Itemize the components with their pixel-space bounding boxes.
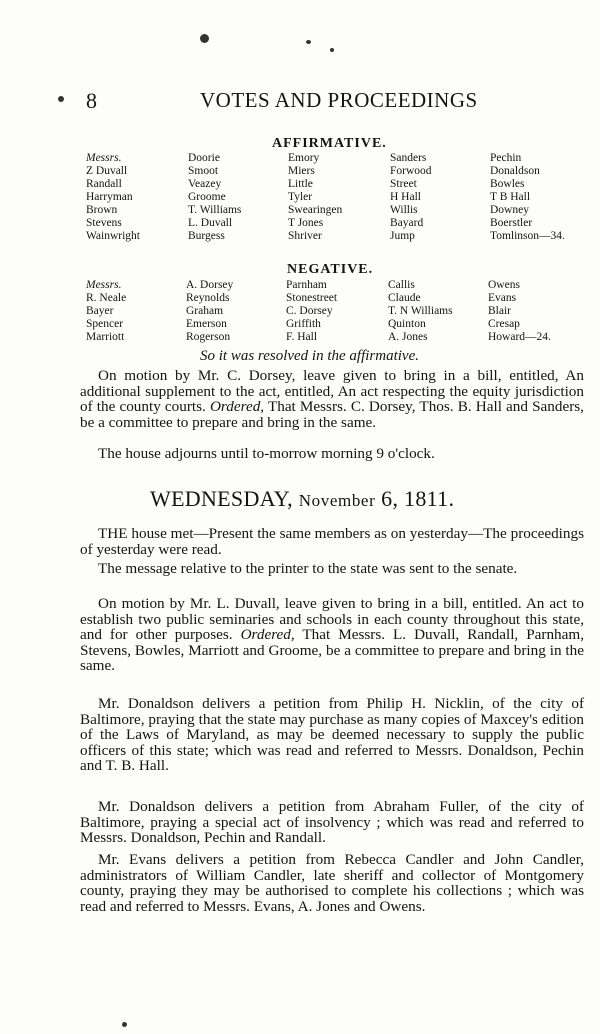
vote-name: Bowles xyxy=(490,178,525,190)
negative-column xyxy=(186,279,296,344)
vote-name: Bayer xyxy=(86,305,114,317)
vote-name: Little xyxy=(288,178,313,190)
vote-name: Owens xyxy=(488,279,520,291)
vote-name: Emory xyxy=(288,152,320,164)
vote-name: Graham xyxy=(186,305,224,317)
vote-name: Howard—24. xyxy=(488,331,551,343)
vote-name: Forwood xyxy=(390,165,432,177)
vote-name: Willis xyxy=(390,204,418,216)
vote-name: Messrs. xyxy=(86,279,122,291)
vote-name: Tomlinson—34. xyxy=(490,230,565,242)
date-heading xyxy=(150,486,454,512)
vote-name: A. Dorsey xyxy=(186,279,234,291)
vote-name: T. Williams xyxy=(188,204,242,216)
vote-name: Jump xyxy=(390,230,415,242)
affirmative-column xyxy=(86,152,196,243)
vote-name: Donaldson xyxy=(490,165,540,177)
vote-name: Quinton xyxy=(388,318,426,330)
negative-column xyxy=(488,279,598,344)
day-name: WEDNESDAY, xyxy=(150,486,293,511)
vote-name: Emerson xyxy=(186,318,227,330)
vote-name: Brown xyxy=(86,204,118,216)
affirmative-vote-list xyxy=(86,152,586,244)
vote-name: Boerstler xyxy=(490,217,533,229)
vote-name: T Jones xyxy=(288,217,324,229)
vote-name: Z Duvall xyxy=(86,165,128,177)
nicklin-petition-paragraph: Mr. Donaldson delivers a petition from Philip H. Nicklin, of the city of Baltimore, praying that the state may purchase as many copies of Maxcey's edition of the Laws of Maryland, as may be deemed necessary to supply the public officers of this state; which was read and referred to Messrs. Donaldson, Pechin and T. B. Hall. xyxy=(80,695,584,775)
affirmative-column xyxy=(490,152,600,243)
vote-name: Miers xyxy=(288,165,315,177)
month-name: November xyxy=(298,491,376,510)
vote-name: Sanders xyxy=(390,152,427,164)
vote-name: Shriver xyxy=(288,230,322,242)
vote-name: Stonestreet xyxy=(286,292,338,304)
scan-speck xyxy=(200,34,209,43)
fuller-petition-paragraph: Mr. Donaldson delivers a petition from Abraham Fuller, of the city of Baltimore, praying a special act of insolvency ; which was read and referred to Messrs. Donaldson, Pechin and Randall. xyxy=(80,798,584,847)
vote-name: L. Duvall xyxy=(188,217,233,229)
resolution-line: So it was resolved in the affirmative. xyxy=(200,348,420,364)
vote-name: Griffith xyxy=(286,318,321,330)
vote-name: A. Jones xyxy=(388,331,428,343)
vote-name: Street xyxy=(390,178,417,190)
vote-name: Spencer xyxy=(86,318,124,330)
ordered-word: Ordered, xyxy=(240,626,295,644)
vote-name: Downey xyxy=(490,204,529,216)
adjournment-paragraph: The house adjourns until to-morrow morning 9 o'clock. xyxy=(98,445,435,462)
vote-name: Callis xyxy=(388,279,415,291)
vote-name: Reynolds xyxy=(186,292,230,304)
vote-name: Pechin xyxy=(490,152,522,164)
candler-petition-paragraph: Mr. Evans delivers a petition from Rebecca Candler and John Candler, administrators of William Candler, late sheriff and collector of Montgomery county, praying they may be authorised to complete his collections ; which was read and referred to Messrs. Evans, A. Jones and Owens. xyxy=(80,851,584,915)
scan-speck xyxy=(330,48,334,52)
vote-name: H Hall xyxy=(390,191,421,203)
vote-name: T B Hall xyxy=(490,191,531,203)
vote-name: Veazey xyxy=(188,178,222,190)
vote-name: F. Hall xyxy=(286,331,318,343)
house-met-paragraph: THE house met—Present the same members as on yesterday—The proceedings of yesterday were read. xyxy=(80,525,584,558)
vote-name: Stevens xyxy=(86,217,122,229)
negative-column xyxy=(86,279,196,344)
vote-name: Bayard xyxy=(390,217,424,229)
affirmative-column xyxy=(188,152,298,243)
motion-paragraph xyxy=(80,368,584,430)
scan-speck xyxy=(122,1022,127,1027)
motion-text: On motion by Mr. L. Duvall, leave given to bring in a bill, entitled. An act to establish two public seminaries and schools in each county throughout this state, and for other purposes. xyxy=(80,595,584,644)
vote-name: Cresap xyxy=(488,318,520,330)
vote-name: Wainwright xyxy=(86,230,141,242)
vote-name: Blair xyxy=(488,305,511,317)
vote-name: Swearingen xyxy=(288,204,343,216)
vote-name: Harryman xyxy=(86,191,133,203)
vote-name: Smoot xyxy=(188,165,219,177)
motion-text: That Messrs. C. Dorsey, Thos. B. Hall and Sanders, be a committee to prepare and bring in the same. xyxy=(80,398,584,431)
motion-text: On motion by Mr. C. Dorsey, leave given to bring in a bill, entitled, An additional supplement to the act, entitled, An act respecting the equity jurisdiction of the county courts. xyxy=(80,367,584,416)
duvall-motion-paragraph xyxy=(80,596,584,674)
affirmative-heading: AFFIRMATIVE. xyxy=(272,136,387,151)
ordered-word: Ordered, xyxy=(209,398,265,416)
negative-column xyxy=(388,279,498,344)
message-paragraph: The message relative to the printer to the state was sent to the senate. xyxy=(98,560,518,577)
affirmative-column xyxy=(390,152,500,243)
vote-name: Tyler xyxy=(288,191,313,203)
negative-column xyxy=(286,279,396,344)
vote-name: Groome xyxy=(188,191,226,203)
vote-name: Randall xyxy=(86,178,122,190)
vote-name: Parnham xyxy=(286,279,327,291)
motion-text: That Messrs. L. Duvall, Randall, Parnham, Stevens, Bowles, Marriott and Groome, be a committee to prepare and bring in the same. xyxy=(80,626,584,675)
vote-name: Messrs. xyxy=(86,152,122,164)
running-head xyxy=(0,88,600,118)
vote-name: Doorie xyxy=(188,152,220,164)
vote-name: T. N Williams xyxy=(388,305,453,317)
running-title: VOTES AND PROCEEDINGS xyxy=(200,88,478,112)
negative-heading: NEGATIVE. xyxy=(287,262,374,277)
vote-name: C. Dorsey xyxy=(286,305,333,317)
vote-name: Rogerson xyxy=(186,331,231,343)
vote-name: R. Neale xyxy=(86,292,127,304)
scan-speck xyxy=(306,40,311,44)
vote-name: Claude xyxy=(388,292,421,304)
date-year: 6, 1811. xyxy=(381,486,455,511)
vote-name: Burgess xyxy=(188,230,225,242)
affirmative-column xyxy=(288,152,398,243)
vote-name: Evans xyxy=(488,292,517,304)
vote-name: Marriott xyxy=(86,331,125,343)
negative-vote-list xyxy=(86,279,586,345)
page-number: 8 xyxy=(86,88,97,113)
